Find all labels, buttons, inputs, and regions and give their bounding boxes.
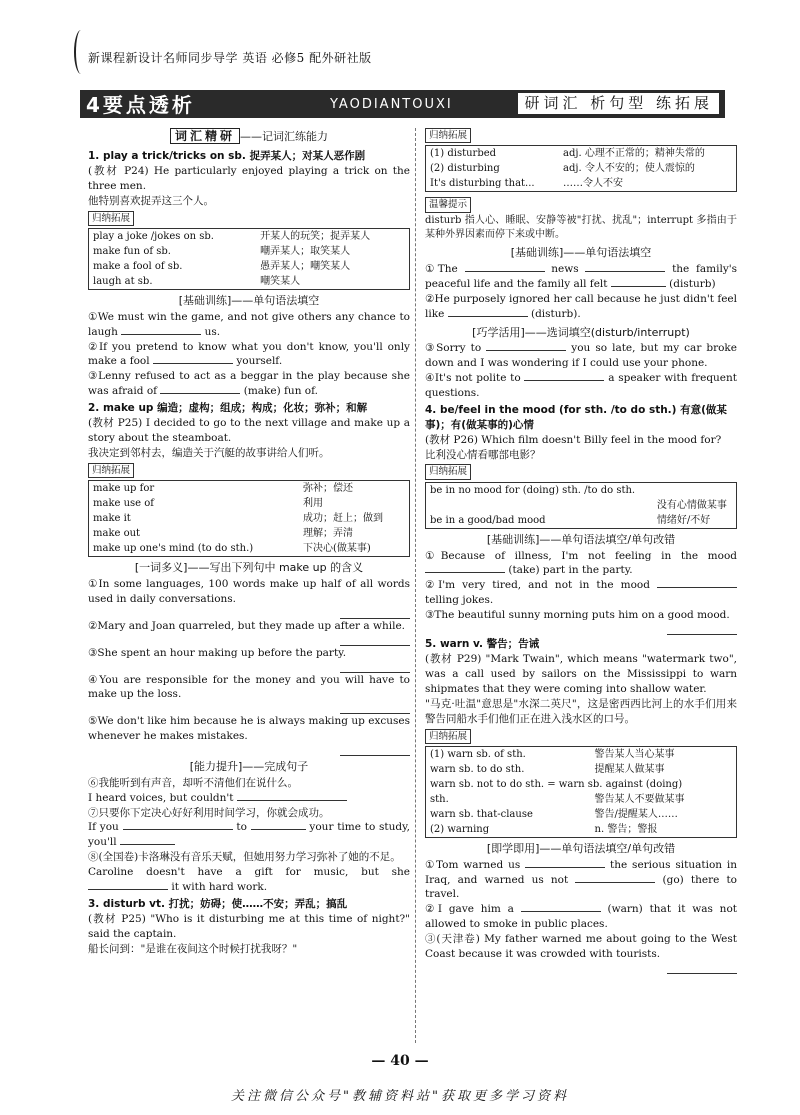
drill-header: [基础训练]——单句语法填空 [510, 246, 652, 260]
vocab-item-3-start: 3. disturb vt. 打扰；妨碍；使……不安；弄乱；搞乱 (教材 P25) "Who is it disturbing me at this time of night?" said the captain. 船长问到："是谁在夜间这个时候打扰我呀？" [88, 898, 410, 955]
example-zh: 我决定到邻村去，编造关于汽艇的故事讲给人们听。 [88, 446, 330, 459]
expansion-table: (1) disturbed adj. 心理不正常的；精神失常的 (2) disturbing adj. 令人不安的；使人震惊的 It's disturbing that... ……令人不安 [425, 145, 737, 192]
summary-tag: 归纳拓展 [425, 729, 471, 744]
summary-tag: 归纳拓展 [425, 464, 471, 479]
answer-blank[interactable] [160, 384, 240, 394]
answer-blank[interactable] [88, 880, 168, 890]
right-column: 归纳拓展 (1) disturbed adj. 心理不正常的；精神失常的 (2) disturbing adj. 令人不安的；使人震惊的 It's disturbing that... ……令人不安 温馨提示 disturb 指人心、睡眠、安静等被"打扰、扰乱"；interrupt 多指由于某种外界因素而停下来或中断。 [基础训练]——单句语法填空 ①The news the family's peaceful life and the family all felt (disturb) ②He purposely ignored her call because he just didn't feel like (disturb). [巧学活用]——选词填空(disturb/interrupt) ③Sorry to you so late, but my car broke down and I was wondering if I could use your phone. ④It's not polite to a speaker with frequent questions. 4. be/feel in the mood (for sth. /to do sth.) 有意(做某事)；有(做某事的)心情 (教材 P26) Which film doesn't Billy feel in the mood for? 比利没心情看哪部电影？ 归纳拓展 be in no mood for (doing) sth. /to do sth. 没有心情做某事 be in a good/bad mood 情绪好/不好 [基础训练]——单句语法填空/单句改错 ①Because of illness, I'm not feeling in the mood (take) part in the party. ②I'm very tired, and not in the mood telling jokes. ③The beautiful sunny morning puts him on a good mood. 5. warn v. 警告；告诫 (教材 P29) "Mark Twain", which means "watermark two", was a call used by sailors on the Mississippi to warn shipmates that they were coming into shallow water. "马克·吐温"意思是"水深二英尺"，这是密西西比河上的水手们用来警告同船水手们他们正在进入浅水区的口号。 归纳拓展 (1) warn sb. of sth. 警告某人当心某事 warn sb. to do sth. 提醒某人做某事 warn sb. not to do sth. = warn sb. against (doing) sth. 警告某人不要做某事 warn sb. that-clause 警告/提醒某人…… (2) warning n. 警告；警报 [即学即用]——单句语法填空/单句改错 ①Tom warned us the serious situation in Iraq, and warned us not (go) there to travel. ②I gave him a (warn) that it was not allowed to smoke in public places. ③(天津卷) My father warned me about going to the West Coast because it was crowded with tourists. [425, 126, 737, 974]
answer-blank[interactable] [657, 578, 737, 588]
drill-header: [即学即用]——单句语法填空/单句改错 [486, 841, 676, 855]
question: ③Lenny refused to act as a beggar in the play because she was afraid of (make) fun of. [88, 370, 410, 398]
vocab-item-4: 4. be/feel in the mood (for sth. /to do sth.) 有意(做某事)；有(做某事的)心情 (教材 P26) Which film doesn't Billy feel in the mood for? 比利没心情看哪部电影？ 归纳拓展 be in no mood for (doing) sth. /to do sth. 没有心情做某事 be in a good/bad mood 情绪好/不好 [基础训练]——单句语法填空/单句改错 ①Because of illness, I'm not feeling in the mood (take) part in the party. ②I'm very tired, and not in the mood telling jokes. ③The beautiful sunny morning puts him on a good mood. [425, 403, 737, 635]
sentence: ⑤We don't like him because he is always making up excuses whenever he makes mistakes. [88, 715, 410, 743]
vocab-item-1: 1. play a trick/tricks on sb. 捉弄某人；对某人恶作剧 (教材 P24) He particularly enjoyed playing a trick on the three men. 他特别喜欢捉弄这三个人。 归纳拓展 play a joke /jokes on sb. 开某人的玩笑；捉弄某人 make fun of sb. 嘲弄某人；取笑某人 make a fool of sb. 愚弄某人；嘲笑某人 laugh at sb. 嘲笑某人 [基础训练]——单句语法填空 ①We must win the game, and not give others any chance to laugh us. ②If you pretend to know what you don't know, you'll only make a fool yourself. ③Lenny refused to act as a beggar in the play because she was afraid of (make) fun of. [88, 150, 410, 398]
sentence: ②Mary and Joan quarreled, but they made up after a while. [88, 619, 406, 632]
answer-blank[interactable] [611, 277, 666, 287]
answer-blank[interactable] [153, 354, 233, 364]
vocab-item-2: 2. make up 编造；虚构；组成；构成；化妆；弥补；和解 (教材 P25) I decided to go to the next village and make up a story about the steamboat. 我决定到邻村去，编造关于汽艇的故事讲给人们听。 归纳拓展 make up for 弥补；偿还 make use of 利用 make it 成功；赶上；做到 make out 理解；弄清 make up one's mind (to do sth.) 下决心(做某事) [一词多义]——写出下列句中 make up 的含义 ①In some languages, 100 words make up half of all words used in daily conversations. ②Mary and Joan quarreled, but they made up after a while. ③She spent an hour making up before the party. ④You are responsible for the money and you will have to make up the loss. ⑤We don't like him because he is always making up excuses whenever he makes mistakes. [能力提升]——完成句子 ⑥我能听到有声音，却听不清他们在说什么。 I heard voices, but couldn't ⑦只要你下定决心好好利用时间学习，你就会成功。 If you to your time to study, you'll ⑧(全国卷)卡洛琳没有音乐天赋，但她用努力学习弥补了她的不足。 Caroline doesn't have a gift for music, but she it with hard work. [88, 402, 410, 894]
answer-blank[interactable] [575, 873, 655, 883]
example-en: (教材 P26) Which film doesn't Billy feel in the mood for? [425, 433, 722, 446]
answer-blank[interactable] [486, 341, 566, 351]
page-number: — 40 — [371, 1053, 429, 1069]
binding-curl-decoration [74, 30, 88, 74]
example-en: (教材 P29) "Mark Twain", which means "watermark two", was a call used by sailors on the Mississippi to warn shipmates that they were coming into shallow water. [425, 652, 737, 695]
answer-blank[interactable] [251, 820, 306, 830]
question: ②If you pretend to know what you don't know, you'll only make a fool yourself. [88, 340, 410, 368]
drill-header: [基础训练]——单句语法填空/单句改错 [486, 532, 676, 546]
expansion-table: play a joke /jokes on sb. 开某人的玩笑；捉弄某人 make fun of sb. 嘲弄某人；取笑某人 make a fool of sb. 愚弄某人；嘲笑某人 laugh at sb. 嘲笑某人 [88, 228, 410, 290]
answer-blank[interactable] [585, 262, 665, 272]
expansion-table: make up for 弥补；偿还 make use of 利用 make it 成功；赶上；做到 make out 理解；弄清 make up one's mind (to do sth.) 下决心(做某事) [88, 480, 410, 557]
example-en: (教材 P24) He particularly enjoyed playing a trick on the three men. [88, 164, 410, 192]
sentence: ④You are responsible for the money and you will have to make up the loss. [88, 673, 410, 701]
tip-tag: 温馨提示 [425, 197, 471, 212]
section-banner [80, 90, 725, 118]
sentence: ③She spent an hour making up before the party. [88, 646, 347, 659]
answer-blank[interactable] [521, 902, 601, 912]
answer-line[interactable] [340, 744, 410, 756]
answer-line[interactable] [340, 634, 410, 646]
answer-line[interactable] [340, 607, 410, 619]
example-zh: "马克·吐温"意思是"水深二英尺"，这是密西西比河上的水手们用来警告同船水手们他们正在进入浅水区的口号。 [425, 697, 737, 725]
answer-line[interactable] [340, 702, 410, 714]
answer-blank[interactable] [123, 820, 233, 830]
answer-blank[interactable] [120, 835, 175, 845]
apply-header: [巧学活用]——选词填空(disturb/interrupt) [472, 325, 690, 339]
answer-blank[interactable] [121, 325, 201, 335]
answer-blank[interactable] [237, 791, 347, 801]
section-number: 4要点透析 [86, 93, 195, 117]
question: ①We must win the game, and not give others any chance to laugh us. [88, 310, 410, 338]
answer-line[interactable] [667, 962, 737, 974]
answer-blank[interactable] [465, 262, 545, 272]
answer-line[interactable] [340, 661, 410, 673]
section-tabs: 研词汇 析句型 练拓展 [518, 93, 719, 114]
summary-tag: 归纳拓展 [88, 211, 134, 226]
example-zh: 比利没心情看哪部电影？ [425, 448, 541, 461]
left-column [88, 126, 410, 957]
example-en: (教材 P25) I decided to go to the next village and make up a story about the steamboat. [88, 417, 410, 444]
answer-blank[interactable] [525, 858, 605, 868]
example-en: (教材 P25) "Who is it disturbing me at this time of night?" said the captain. [88, 912, 410, 940]
summary-tag: 归纳拓展 [88, 463, 134, 478]
example-zh: 他特别喜欢捉弄这三个人。 [88, 194, 214, 207]
column-divider [415, 128, 416, 1043]
summary-tag: 归纳拓展 [425, 128, 471, 143]
book-title: 新课程新设计名师同步导学 英语 必修5 配外研社版 [88, 51, 372, 65]
drill-header: [基础训练]——单句语法填空 [178, 294, 320, 308]
footer-note: 关注微信公众号"教辅资料站"获取更多学习资料 [231, 1089, 569, 1104]
answer-line[interactable] [667, 623, 737, 635]
polysemy-header: [一词多义]——写出下列句中 make up 的含义 [134, 561, 364, 575]
answer-blank[interactable] [448, 307, 528, 317]
answer-blank[interactable] [524, 371, 604, 381]
answer-blank[interactable] [425, 563, 505, 573]
expansion-table: be in no mood for (doing) sth. /to do sth. 没有心情做某事 be in a good/bad mood 情绪好/不好 [425, 482, 737, 529]
example-zh: 船长问到："是谁在夜间这个时候打扰我呀？" [88, 942, 298, 955]
vocab-item-5: 5. warn v. 警告；告诫 (教材 P29) "Mark Twain", which means "watermark two", was a call used by sailors on the Mississippi to warn shipmates that they were coming into shallow water. "马克·吐温"意思是"水深二英尺"，这是密西西比河上的水手们用来警告同船水手们他们正在进入浅水区的口号。 归纳拓展 (1) warn sb. of sth. 警告某人当心某事 warn sb. to do sth. 提醒某人做某事 warn sb. not to do sth. = warn sb. against (doing) sth. 警告某人不要做某事 warn sb. that-clause 警告/提醒某人…… (2) warning n. 警告；警报 [即学即用]——单句语法填空/单句改错 ①Tom warned us the serious situation in Iraq, and warned us not (go) there to travel. ②I gave him a (warn) that it was not allowed to smoke in public places. ③(天津卷) My father warned me about going to the West Coast because it was crowded with tourists. [425, 637, 737, 974]
ability-header: [能力提升]——完成句子 [189, 760, 309, 774]
sentence: ①In some languages, 100 words make up half of all words used in daily conversations. [88, 577, 410, 605]
tip-text: disturb 指人心、睡眠、安静等被"打扰、扰乱"；interrupt 多指由于某种外界因素而停下来或中断。 [425, 214, 737, 241]
expansion-table: (1) warn sb. of sth. 警告某人当心某事 warn sb. to do sth. 提醒某人做某事 warn sb. not to do sth. = warn sb. against (doing) sth. 警告某人不要做某事 warn sb. that-clause 警告/提醒某人…… (2) warning n. 警告；警报 [425, 746, 737, 838]
section-pinyin: YAODIANTOUXI [330, 97, 453, 112]
vocab-header: 词汇精研 ——记词汇练能力 [88, 128, 410, 145]
